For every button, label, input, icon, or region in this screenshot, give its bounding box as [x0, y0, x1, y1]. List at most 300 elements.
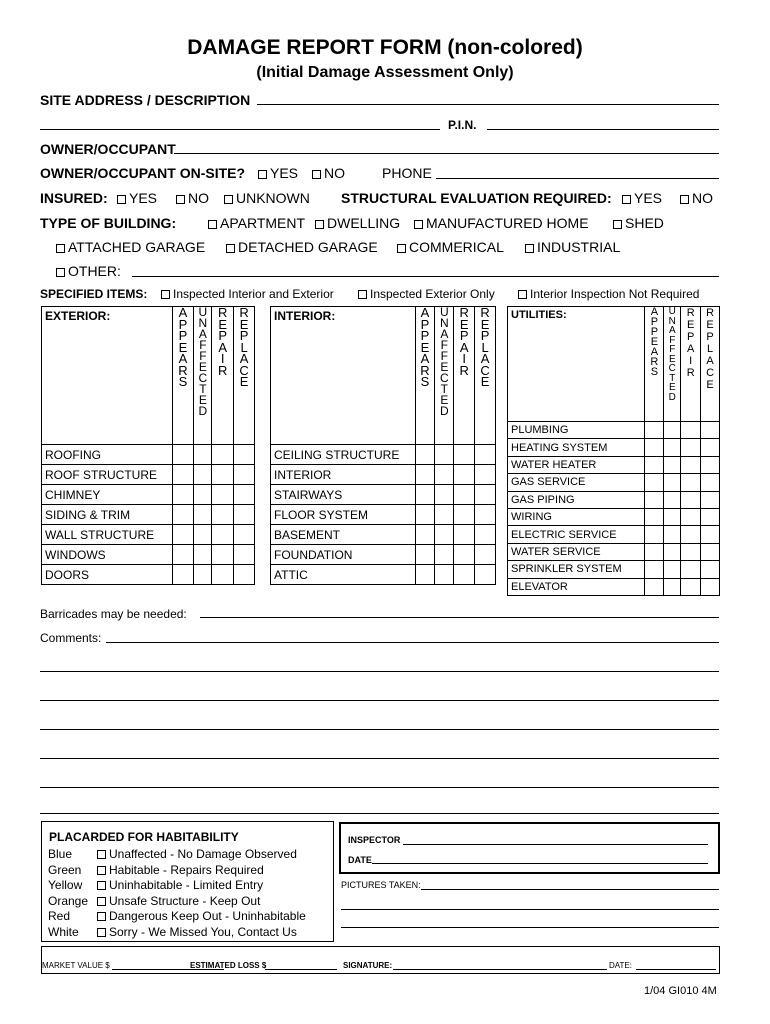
inspector-label: INSPECTOR — [348, 835, 401, 845]
item-label: WIRING — [508, 508, 645, 525]
assessment-cell[interactable] — [435, 505, 454, 525]
phone-label: PHONE — [382, 165, 432, 181]
placard-color: Green — [48, 862, 82, 877]
pin-field[interactable] — [487, 129, 719, 130]
comments-line[interactable] — [40, 671, 719, 672]
structural-yes-option[interactable]: YES — [622, 190, 662, 206]
assessment-cell[interactable] — [645, 491, 664, 508]
assessment-cell[interactable] — [172, 545, 194, 565]
column-header-letter: A — [239, 351, 249, 366]
column-header-letter: A — [650, 306, 659, 318]
column-header-letter: A — [420, 351, 430, 366]
assessment-cell[interactable] — [435, 525, 454, 545]
column-header-letter: I — [220, 351, 225, 366]
column-header-letter: L — [240, 339, 248, 355]
assessment-cell[interactable] — [415, 545, 435, 565]
column-header-letter: D — [198, 404, 208, 418]
column-header-letter: R — [178, 362, 188, 378]
utilities-row — [508, 578, 720, 595]
column-header-letter: R — [706, 307, 715, 319]
column-header-letter: E — [420, 339, 430, 355]
building-manufactured-option[interactable]: MANUFACTURED HOME — [414, 215, 589, 231]
assessment-cell[interactable] — [681, 508, 701, 525]
column-header-letter: E — [459, 316, 469, 332]
column-header-letter: A — [650, 346, 659, 358]
column-header-letter: U — [198, 305, 208, 319]
assessment-cell[interactable] — [701, 526, 720, 543]
column-header-letter: E — [706, 319, 714, 331]
assessment-cell[interactable] — [194, 465, 212, 485]
date-label: DATE — [348, 855, 372, 865]
building-apartment-option[interactable]: APARTMENT — [208, 215, 305, 231]
assessment-cell[interactable] — [234, 525, 255, 545]
item-label: CHIMNEY — [42, 485, 173, 505]
pictures-taken-line[interactable] — [341, 927, 719, 928]
comments-field[interactable] — [106, 642, 719, 643]
assessment-cell[interactable] — [645, 456, 664, 473]
market-value-label: MARKET VALUE $ — [42, 961, 110, 970]
assessment-cell[interactable] — [234, 565, 255, 585]
checkbox-icon[interactable] — [518, 290, 527, 299]
checkbox-icon[interactable] — [680, 195, 689, 204]
item-label: STAIRWAYS — [271, 485, 416, 505]
assessment-cell[interactable] — [701, 561, 720, 578]
assessment-cell[interactable] — [172, 485, 194, 505]
estimated-loss-label: ESTIMATED LOSS $ — [190, 961, 267, 970]
interior-row — [271, 465, 496, 485]
checkbox-icon[interactable] — [97, 912, 106, 921]
building-detached-garage-option[interactable]: DETACHED GARAGE — [226, 239, 378, 255]
checkbox-icon[interactable] — [414, 220, 423, 229]
column-header-letter: R — [218, 362, 228, 378]
assessment-cell[interactable] — [681, 578, 701, 595]
placard-color: Orange — [48, 893, 89, 908]
column-header-letter: E — [239, 316, 249, 332]
utilities-row — [508, 526, 720, 543]
col-appears — [415, 307, 435, 445]
assessment-cell[interactable] — [234, 485, 255, 505]
specified-option-interior-exterior[interactable]: Inspected Interior and Exterior — [161, 287, 334, 301]
assessment-cell[interactable] — [212, 485, 234, 505]
column-header-letter: A — [178, 351, 188, 366]
assessment-cell[interactable] — [645, 422, 664, 439]
assessment-cell[interactable] — [645, 508, 664, 525]
assessment-cell[interactable] — [475, 485, 496, 505]
column-header-letter: A — [686, 343, 695, 355]
column-header-letter: N — [668, 315, 676, 327]
column-header-letter: A — [459, 339, 469, 355]
assessment-cell[interactable] — [415, 485, 435, 505]
assessment-cell[interactable] — [194, 545, 212, 565]
assessment-cell[interactable] — [194, 485, 212, 505]
assessment-cell[interactable] — [172, 525, 194, 545]
item-label: WALL STRUCTURE — [42, 525, 173, 545]
column-header-letter: T — [669, 372, 676, 384]
placard-option[interactable]: Unaffected - No Damage Observed — [97, 847, 297, 861]
column-header-letter: U — [668, 306, 676, 317]
assessment-cell[interactable] — [701, 456, 720, 473]
footer-date-field[interactable] — [636, 969, 716, 970]
building-commercial-option[interactable]: COMMERICAL — [397, 239, 504, 255]
building-other-field[interactable] — [132, 276, 719, 277]
assessment-cell[interactable] — [212, 465, 234, 485]
assessment-cell[interactable] — [194, 525, 212, 545]
column-header-letter: I — [462, 351, 466, 366]
column-header-letter: A — [706, 355, 714, 367]
assessment-cell[interactable] — [681, 422, 701, 439]
column-header-letter: E — [668, 353, 676, 365]
column-header-letter: P — [686, 331, 695, 343]
column-header-letter: A — [178, 305, 188, 320]
placard-color: Red — [48, 909, 71, 923]
column-header-letter: C — [440, 371, 449, 385]
assessment-cell[interactable] — [645, 561, 664, 578]
item-label: WATER HEATER — [508, 456, 645, 473]
checkbox-icon[interactable] — [97, 897, 106, 906]
checkbox-icon[interactable] — [97, 866, 106, 875]
checkbox-icon[interactable] — [525, 244, 534, 253]
insured-label: INSURED: — [40, 190, 108, 206]
building-other-option[interactable]: OTHER: — [56, 263, 121, 279]
assessment-cell[interactable] — [664, 439, 681, 456]
placard-option[interactable]: Sorry - We Missed You, Contact Us — [97, 925, 297, 939]
assessment-cell[interactable] — [435, 445, 454, 465]
footer-date-label: DATE: — [609, 961, 632, 970]
assessment-cell[interactable] — [234, 505, 255, 525]
type-of-building-label: TYPE OF BUILDING: — [40, 215, 177, 231]
comments-line[interactable] — [40, 729, 719, 730]
column-header-letter: N — [198, 316, 208, 330]
assessment-cell[interactable] — [664, 508, 681, 525]
checkbox-icon[interactable] — [258, 170, 267, 179]
column-header-letter: R — [420, 362, 430, 378]
building-industrial-option[interactable]: INDUSTRIAL — [525, 239, 620, 255]
checkbox-icon[interactable] — [397, 244, 406, 253]
assessment-cell[interactable] — [415, 565, 435, 585]
column-header-letter: S — [178, 374, 188, 389]
assessment-cell[interactable] — [435, 545, 454, 565]
assessment-cell[interactable] — [681, 526, 701, 543]
col-unaffected — [435, 307, 454, 445]
column-header-letter: P — [706, 331, 714, 343]
owner-label: OWNER/OCCUPANT — [40, 141, 176, 157]
checkbox-icon[interactable] — [358, 290, 367, 299]
col-unaffected — [664, 307, 681, 422]
column-header-letter: F — [199, 338, 207, 352]
assessment-cell[interactable] — [415, 445, 435, 465]
column-header-letter: E — [198, 393, 207, 407]
inspector-box — [339, 822, 720, 874]
col-repair — [212, 307, 234, 445]
column-header-letter: D — [440, 404, 449, 418]
checkbox-icon[interactable] — [161, 290, 170, 299]
building-dwelling-option[interactable]: DWELLING — [315, 215, 400, 231]
specified-option-exterior-only[interactable]: Inspected Exterior Only — [358, 287, 495, 301]
exterior-row — [42, 545, 255, 565]
checkbox-icon[interactable] — [208, 220, 217, 229]
assessment-cell[interactable] — [435, 565, 454, 585]
assessment-cell[interactable] — [435, 465, 454, 485]
assessment-cell[interactable] — [645, 578, 664, 595]
assessment-cell[interactable] — [681, 474, 701, 491]
placard-color: Blue — [48, 847, 73, 861]
owner-field[interactable] — [174, 153, 719, 154]
column-header-letter: T — [199, 382, 207, 396]
item-label: ELECTRIC SERVICE — [508, 526, 645, 543]
assessment-cell[interactable] — [212, 445, 234, 465]
assessment-cell[interactable] — [681, 561, 701, 578]
assessment-cell[interactable] — [234, 465, 255, 485]
column-header-letter: R — [686, 307, 695, 319]
utilities-row — [508, 543, 720, 560]
assessment-cell[interactable] — [475, 445, 496, 465]
insured-no-option[interactable]: NO — [176, 190, 209, 206]
column-header-letter: T — [440, 382, 449, 396]
checkbox-icon[interactable] — [97, 881, 106, 890]
assessment-cell[interactable] — [681, 456, 701, 473]
assessment-cell[interactable] — [664, 456, 681, 473]
item-label: BASEMENT — [271, 525, 416, 545]
item-label: HEATING SYSTEM — [508, 439, 645, 456]
comments-line[interactable] — [40, 758, 719, 759]
column-header-letter: A — [198, 327, 207, 341]
insured-yes-option[interactable]: YES — [117, 190, 157, 206]
assessment-cell[interactable] — [475, 545, 496, 565]
column-header-letter: E — [440, 393, 449, 407]
assessment-cell[interactable] — [664, 578, 681, 595]
interior-row — [271, 505, 496, 525]
column-header-letter: C — [239, 362, 249, 378]
placard-box — [41, 821, 334, 942]
column-header-letter: A — [440, 327, 449, 341]
assessment-cell[interactable] — [172, 465, 194, 485]
column-header-letter: E — [239, 374, 249, 389]
item-label: GAS SERVICE — [508, 474, 645, 491]
column-header-letter: R — [459, 305, 469, 320]
assessment-cell[interactable] — [454, 565, 475, 585]
assessment-cell[interactable] — [415, 525, 435, 545]
assessment-cell[interactable] — [681, 491, 701, 508]
assessment-cell[interactable] — [701, 491, 720, 508]
column-header-letter: P — [459, 328, 469, 343]
assessment-cell[interactable] — [212, 525, 234, 545]
placard-option[interactable]: Habitable - Repairs Required — [97, 863, 264, 877]
assessment-cell[interactable] — [645, 543, 664, 560]
pictures-taken-label: PICTURES TAKEN: — [341, 880, 421, 890]
checkbox-icon[interactable] — [613, 220, 622, 229]
assessment-cell[interactable] — [475, 565, 496, 585]
column-header-letter: F — [669, 344, 676, 355]
column-header-letter: P — [650, 326, 659, 338]
checkbox-icon[interactable] — [622, 195, 631, 204]
item-label: ROOF STRUCTURE — [42, 465, 173, 485]
col-replace — [701, 307, 720, 422]
assessment-cell[interactable] — [645, 439, 664, 456]
assessment-cell[interactable] — [664, 474, 681, 491]
signature-field[interactable] — [393, 969, 607, 970]
pictures-taken-field[interactable] — [421, 889, 719, 890]
onsite-no-option[interactable]: NO — [312, 165, 345, 181]
column-header-letter: F — [440, 338, 449, 352]
col-repair — [454, 307, 475, 445]
exterior-header: EXTERIOR: — [42, 307, 173, 445]
assessment-cell[interactable] — [664, 543, 681, 560]
exterior-row — [42, 465, 255, 485]
assessment-cell[interactable] — [454, 485, 475, 505]
structural-no-option[interactable]: NO — [680, 190, 713, 206]
estimated-loss-field[interactable] — [265, 969, 337, 970]
date-field[interactable] — [372, 863, 708, 864]
inspector-field[interactable] — [403, 844, 708, 845]
assessment-cell[interactable] — [234, 445, 255, 465]
column-header-letter: P — [178, 328, 188, 343]
checkbox-icon[interactable] — [315, 220, 324, 229]
interior-row — [271, 445, 496, 465]
exterior-row — [42, 445, 255, 465]
assessment-cell[interactable] — [172, 505, 194, 525]
building-attached-garage-option[interactable]: ATTACHED GARAGE — [56, 239, 205, 255]
col-replace — [234, 307, 255, 445]
checkbox-icon[interactable] — [117, 195, 126, 204]
assessment-cell[interactable] — [415, 465, 435, 485]
comments-line[interactable] — [40, 813, 719, 814]
checkbox-icon[interactable] — [56, 268, 65, 277]
assessment-cell[interactable] — [435, 485, 454, 505]
column-header-letter: A — [218, 339, 228, 355]
assessment-cell[interactable] — [454, 505, 475, 525]
column-header-letter: C — [706, 367, 715, 379]
column-header-letter: U — [440, 305, 449, 319]
exterior-row — [42, 485, 255, 505]
assessment-cell[interactable] — [645, 526, 664, 543]
col-appears — [645, 307, 664, 422]
assessment-cell[interactable] — [212, 505, 234, 525]
item-label: SIDING & TRIM — [42, 505, 173, 525]
item-label: INTERIOR — [271, 465, 416, 485]
assessment-cell[interactable] — [212, 545, 234, 565]
comments-line[interactable] — [40, 700, 719, 701]
column-header-letter: A — [668, 325, 676, 336]
utilities-table — [507, 306, 720, 596]
assessment-cell[interactable] — [645, 474, 664, 491]
placard-option[interactable]: Unsafe Structure - Keep Out — [97, 894, 260, 908]
assessment-cell[interactable] — [664, 561, 681, 578]
column-header-letter: E — [706, 379, 714, 391]
assessment-cell[interactable] — [701, 543, 720, 560]
column-header-letter: F — [199, 349, 207, 363]
checkbox-icon[interactable] — [97, 928, 106, 937]
barricades-field[interactable] — [200, 617, 719, 618]
checkbox-icon[interactable] — [224, 195, 233, 204]
column-header-letter: E — [198, 360, 207, 374]
utilities-row — [508, 456, 720, 473]
assessment-cell[interactable] — [454, 525, 475, 545]
column-header-letter: S — [420, 374, 430, 389]
assessment-cell[interactable] — [664, 526, 681, 543]
pictures-taken-line[interactable] — [341, 909, 719, 910]
assessment-cell[interactable] — [701, 422, 720, 439]
placard-option[interactable]: Uninhabitable - Limited Entry — [97, 878, 263, 892]
column-header-letter: L — [481, 339, 489, 355]
assessment-cell[interactable] — [475, 465, 496, 485]
checkbox-icon[interactable] — [226, 244, 235, 253]
assessment-cell[interactable] — [681, 439, 701, 456]
placard-option[interactable]: Dangerous Keep Out - Uninhabitable — [97, 909, 306, 923]
pin-label: P.I.N. — [448, 118, 477, 132]
assessment-cell[interactable] — [415, 505, 435, 525]
assessment-cell[interactable] — [234, 545, 255, 565]
column-header-letter: C — [480, 362, 490, 378]
interior-row — [271, 565, 496, 585]
checkbox-icon[interactable] — [97, 850, 106, 859]
interior-table — [270, 306, 496, 585]
form-subtitle: (Initial Damage Assessment Only) — [256, 64, 514, 81]
item-label: ATTIC — [271, 565, 416, 585]
assessment-cell[interactable] — [475, 525, 496, 545]
utilities-row — [508, 439, 720, 456]
col-replace — [475, 307, 496, 445]
assessment-cell[interactable] — [212, 565, 234, 585]
assessment-cell[interactable] — [701, 508, 720, 525]
assessment-cell[interactable] — [454, 545, 475, 565]
checkbox-icon[interactable] — [56, 244, 65, 253]
site-address-field[interactable] — [257, 104, 719, 105]
assessment-cell[interactable] — [194, 505, 212, 525]
assessment-cell[interactable] — [701, 578, 720, 595]
insured-unknown-option[interactable]: UNKNOWN — [224, 190, 310, 206]
phone-field[interactable] — [436, 178, 719, 179]
assessment-cell[interactable] — [681, 543, 701, 560]
assessment-cell[interactable] — [172, 445, 194, 465]
column-header-letter: R — [686, 367, 695, 379]
checkbox-icon[interactable] — [176, 195, 185, 204]
specified-option-interior-not-required[interactable]: Interior Inspection Not Required — [518, 287, 699, 301]
assessment-cell[interactable] — [664, 491, 681, 508]
column-header-letter: E — [178, 339, 188, 355]
building-shed-option[interactable]: SHED — [613, 215, 664, 231]
utilities-row — [508, 474, 720, 491]
column-header-letter: E — [668, 382, 676, 393]
utilities-header: UTILITIES: — [508, 307, 645, 422]
assessment-cell[interactable] — [454, 445, 475, 465]
assessment-cell[interactable] — [701, 439, 720, 456]
assessment-cell[interactable] — [664, 422, 681, 439]
site-address-field-2[interactable] — [40, 129, 440, 130]
item-label: PLUMBING — [508, 422, 645, 439]
assessment-cell[interactable] — [701, 474, 720, 491]
column-header-letter: E — [650, 336, 659, 348]
item-label: WATER SERVICE — [508, 543, 645, 560]
column-header-letter: I — [689, 355, 693, 367]
exterior-row — [42, 525, 255, 545]
placard-color: Yellow — [48, 878, 83, 892]
item-label: ROOFING — [42, 445, 173, 465]
assessment-cell[interactable] — [475, 505, 496, 525]
col-unaffected — [194, 307, 212, 445]
assessment-cell[interactable] — [194, 565, 212, 585]
onsite-yes-option[interactable]: YES — [258, 165, 298, 181]
checkbox-icon[interactable] — [312, 170, 321, 179]
column-header-letter: R — [650, 356, 659, 368]
column-header-letter: R — [218, 305, 228, 320]
comments-line[interactable] — [40, 787, 719, 788]
column-header-letter: P — [178, 316, 188, 332]
assessment-cell[interactable] — [172, 565, 194, 585]
interior-header: INTERIOR: — [271, 307, 416, 445]
assessment-cell[interactable] — [194, 445, 212, 465]
assessment-cell[interactable] — [454, 465, 475, 485]
column-header-letter: C — [198, 371, 208, 385]
